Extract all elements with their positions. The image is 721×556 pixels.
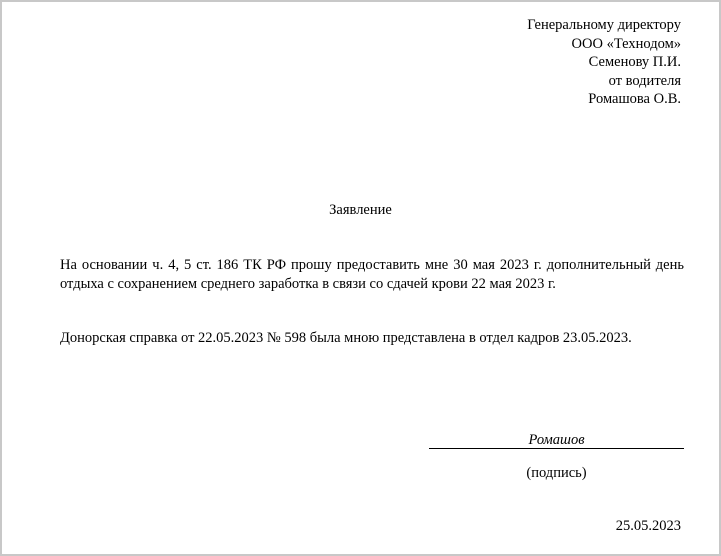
signature-line: Ромашов (429, 430, 684, 449)
signature-caption: (подпись) (526, 465, 587, 481)
addressee-name: Семенову П.И. (588, 54, 681, 70)
body-paragraph-certificate: Донорская справка от 22.05.2023 № 598 была мною представлена в отдел кадров 23.05.2023. (60, 330, 632, 346)
document-date: 25.05.2023 (615, 518, 681, 534)
addressee-position: Генеральному директору (527, 17, 681, 33)
sender-role: от водителя (608, 72, 681, 89)
body-paragraph-request: На основании ч. 4, 5 ст. 186 ТК РФ прошу предоставить мне 30 мая 2023 г. дополнительный день отдыха с сохранением среднего заработка в связи со сдачей крови 22 мая 2023 г. (60, 257, 684, 292)
document-title: Заявление (329, 202, 392, 218)
addressee-block (527, 16, 681, 109)
addressee-company: ООО «Технодом» (571, 35, 681, 52)
sender-name: Ромашова О.В. (588, 91, 681, 107)
